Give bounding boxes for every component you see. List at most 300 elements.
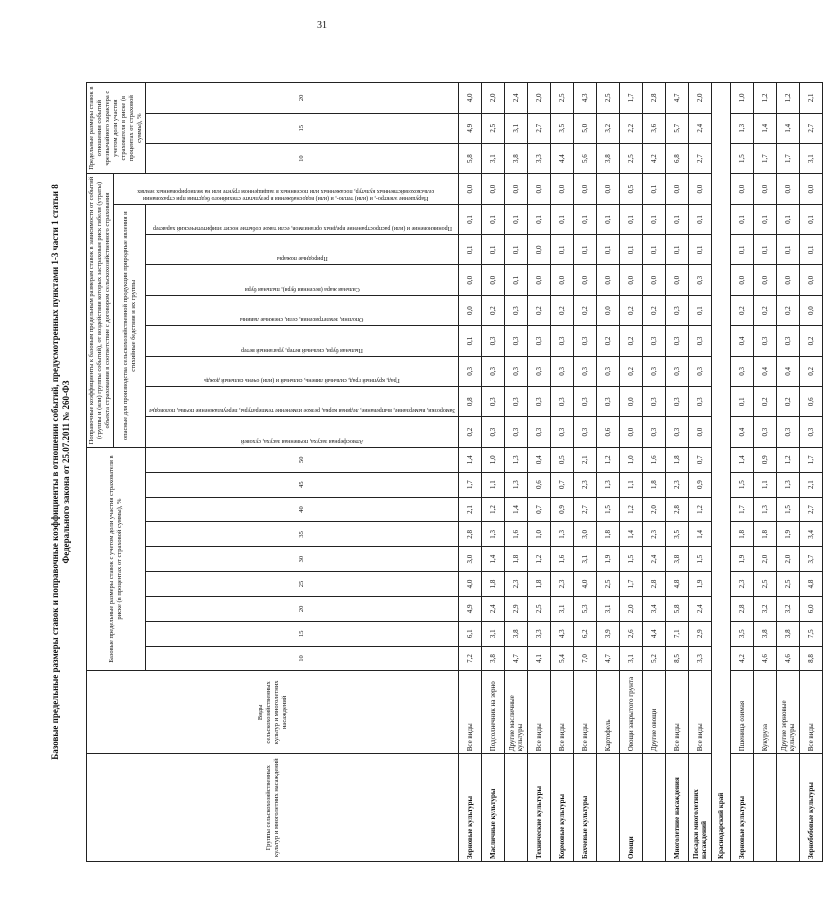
base-rate-cell: 8,5 — [666, 646, 689, 671]
limit-rate-cell: 1,2 — [754, 83, 777, 114]
crop-group-cell: Технические культуры — [528, 754, 551, 862]
limit-rate-cell: 1,2 — [777, 83, 800, 114]
base-rate-cell: 3,9 — [597, 621, 620, 646]
coefficient-cell: 0,3 — [643, 356, 666, 386]
base-rate-cell: 2,9 — [505, 596, 528, 621]
base-rate-cell: 1,7 — [731, 497, 754, 522]
limit-rate-cell: 3,8 — [505, 143, 528, 173]
base-rate-cell: 2,7 — [574, 497, 597, 522]
coefficient-cell: 0,2 — [597, 326, 620, 356]
crop-type-cell: Другие зерновые культуры — [777, 671, 800, 754]
coefficient-cell: 0,3 — [777, 326, 800, 356]
coefficient-cell: 0,3 — [551, 387, 574, 417]
table-row — [528, 83, 551, 862]
base-rate-cell: 2,3 — [666, 472, 689, 497]
limit-pct-header: 10 — [146, 143, 459, 173]
base-rate-cell: 4,9 — [459, 596, 482, 621]
coefficient-cell: 0,3 — [597, 387, 620, 417]
base-rate-cell: 1,5 — [689, 547, 712, 572]
coefficient-cell: 0,3 — [643, 326, 666, 356]
base-rate-cell: 3,7 — [800, 547, 823, 572]
coefficient-cell: 0,2 — [620, 295, 643, 325]
coefficient-cell: 0,3 — [689, 387, 712, 417]
limit-rate-cell: 4,2 — [643, 143, 666, 173]
base-rate-cell: 1,1 — [754, 472, 777, 497]
coefficient-cell: 0,0 — [689, 417, 712, 447]
coefficient-cell: 0,0 — [800, 265, 823, 295]
limit-rate-cell: 1,3 — [731, 113, 754, 143]
coefficient-cell: 0,2 — [800, 356, 823, 386]
base-rate-cell: 2,5 — [754, 572, 777, 597]
limit-rate-cell: 3,3 — [528, 143, 551, 173]
limit-rate-cell: 2,7 — [528, 113, 551, 143]
base-rate-cell: 2,0 — [643, 497, 666, 522]
crop-type-cell: Все виды — [459, 671, 482, 754]
table-row — [597, 83, 620, 862]
base-rate-cell: 1,8 — [505, 547, 528, 572]
crop-type-header: Виды сельскохозяйственных культур и многолетних насаждений — [87, 671, 459, 754]
coef-col-header: Сильная жара (весенняя буря), пыльная буря — [146, 265, 459, 295]
limit-rate-cell: 3,1 — [505, 113, 528, 143]
coef-col-header: Заморозки, вымерзание, выпревание, ледяная корка, резкое изменение температуры, переувлажнение почвы, половодье — [146, 387, 459, 417]
base-rate-cell: 0,7 — [689, 447, 712, 472]
coefficient-cell: 0,1 — [689, 235, 712, 265]
coefficient-cell: 0,0 — [597, 174, 620, 204]
base-rate-cell: 3,1 — [574, 547, 597, 572]
base-rate-cell: 2,1 — [574, 447, 597, 472]
base-rate-cell: 0,9 — [754, 447, 777, 472]
base-rate-cell: 2,3 — [505, 572, 528, 597]
coefficient-cell: 0,1 — [800, 204, 823, 234]
limit-rate-cell: 5,6 — [574, 143, 597, 173]
coefficient-cell: 0,6 — [800, 387, 823, 417]
coefficient-cell: 0,0 — [777, 174, 800, 204]
coefficient-cell: 0,3 — [574, 356, 597, 386]
base-rate-cell: 1,5 — [597, 497, 620, 522]
rotated-table-sheet — [48, 82, 816, 862]
region-name: Краснодарский край — [712, 83, 731, 862]
coefficient-cell: 0,1 — [505, 235, 528, 265]
coefficient-cell: 0,2 — [777, 295, 800, 325]
base-rate-cell: 1,9 — [731, 547, 754, 572]
base-rate-cell: 0,6 — [528, 472, 551, 497]
coefficient-cell: 0,2 — [800, 326, 823, 356]
coefficient-cell: 0,1 — [597, 235, 620, 265]
base-rate-cell: 1,2 — [689, 497, 712, 522]
coef-col-header: Оползни, землетрясения, сели, снежные лавины — [146, 295, 459, 325]
coefficient-cell: 0,1 — [666, 204, 689, 234]
coefficient-cell: 0,2 — [482, 295, 505, 325]
limit-rate-cell: 3,1 — [482, 143, 505, 173]
base-rate-cell: 0,9 — [689, 472, 712, 497]
coefficient-cell: 0,3 — [482, 356, 505, 386]
base-pct-header: 15 — [146, 621, 459, 646]
coefficient-cell: 0,1 — [620, 204, 643, 234]
coefficient-cell: 0,3 — [482, 326, 505, 356]
crop-type-cell: Все виды — [800, 671, 823, 754]
limit-rate-cell: 3,8 — [597, 143, 620, 173]
table-row — [689, 83, 712, 862]
base-rate-cell: 2,4 — [482, 596, 505, 621]
base-rate-cell: 7,5 — [800, 621, 823, 646]
base-rate-cell: 0,7 — [528, 497, 551, 522]
base-rate-cell: 1,3 — [597, 472, 620, 497]
base-rate-cell: 1,1 — [620, 472, 643, 497]
base-rate-cell: 8,8 — [800, 646, 823, 671]
base-rate-cell: 1,4 — [505, 497, 528, 522]
base-pct-header: 45 — [146, 472, 459, 497]
limit-rate-cell: 6,8 — [666, 143, 689, 173]
base-rate-cell: 1,2 — [482, 497, 505, 522]
coefficient-cell: 0,0 — [777, 265, 800, 295]
coefficient-cell: 0,3 — [574, 326, 597, 356]
base-rates-header: Базовые предельные размеры ставок с учетом доли участия страхователя в риске (в процентах от страховой суммы), % — [87, 447, 146, 671]
coefficient-cell: 0,1 — [482, 204, 505, 234]
coefficient-cell: 0,1 — [643, 235, 666, 265]
base-rate-cell: 3,3 — [689, 646, 712, 671]
coefficient-cell: 0,0 — [754, 174, 777, 204]
base-rate-cell: 1,8 — [597, 522, 620, 547]
base-rate-cell: 1,5 — [620, 547, 643, 572]
base-rate-cell: 2,3 — [551, 572, 574, 597]
base-rate-cell: 4,0 — [459, 572, 482, 597]
coefficient-cell: 0,3 — [754, 326, 777, 356]
base-rate-cell: 0,7 — [551, 472, 574, 497]
table-title — [48, 82, 86, 862]
coefficient-cell: 0,1 — [731, 387, 754, 417]
coefficient-cell: 0,0 — [643, 265, 666, 295]
coefficient-cell: 0,0 — [528, 174, 551, 204]
limit-rate-cell: 2,2 — [620, 113, 643, 143]
coefficient-cell: 0,1 — [643, 174, 666, 204]
base-rate-cell: 3,1 — [551, 596, 574, 621]
crop-type-cell: Все виды — [528, 671, 551, 754]
coefficient-cell: 0,1 — [505, 204, 528, 234]
crop-type-cell: Другие масличные культуры — [505, 671, 528, 754]
coefficient-cell: 0,3 — [551, 417, 574, 447]
base-rate-cell: 3,2 — [754, 596, 777, 621]
coefficient-cell: 0,0 — [620, 265, 643, 295]
base-rate-cell: 3,1 — [482, 621, 505, 646]
crop-group-cell — [597, 754, 620, 862]
crop-type-cell: Другие овощи — [643, 671, 666, 754]
coefficient-cell: 0,6 — [597, 417, 620, 447]
coefficient-cell: 0,4 — [754, 356, 777, 386]
table-row — [505, 83, 528, 862]
coef-col-header: Пыльная буря, сильный ветер, ураганный ветер — [146, 326, 459, 356]
base-rate-cell: 2,8 — [666, 497, 689, 522]
coefficient-cell: 0,3 — [551, 356, 574, 386]
coefficient-cell: 0,1 — [689, 295, 712, 325]
coefficient-cell: 0,5 — [620, 174, 643, 204]
limit-rate-cell: 4,4 — [551, 143, 574, 173]
coefficient-cell: 0,3 — [574, 387, 597, 417]
table-row — [459, 83, 482, 862]
coefficient-cell: 0,0 — [689, 174, 712, 204]
limit-rate-cell: 5,0 — [574, 113, 597, 143]
base-rate-cell: 5,3 — [574, 596, 597, 621]
coefficient-cell: 0,1 — [528, 204, 551, 234]
limit-rate-cell: 3,1 — [800, 143, 823, 173]
coefficient-cell: 0,0 — [482, 174, 505, 204]
base-rate-cell: 1,6 — [551, 547, 574, 572]
coefficient-cell: 0,1 — [689, 204, 712, 234]
crop-group-cell — [754, 754, 777, 862]
crop-group-cell: Бахчевые культуры — [574, 754, 597, 862]
limit-pct-header: 15 — [146, 113, 459, 143]
base-rate-cell: 1,0 — [482, 447, 505, 472]
limit-rate-cell: 1,4 — [754, 113, 777, 143]
coefficient-cell: 0,0 — [551, 265, 574, 295]
crop-group-cell: Зерновые культуры — [459, 754, 482, 862]
base-rate-cell: 6,2 — [574, 621, 597, 646]
coefficient-cell: 0,1 — [597, 204, 620, 234]
table-row — [643, 83, 666, 862]
base-rate-cell: 1,9 — [689, 572, 712, 597]
base-rate-cell: 2,0 — [620, 596, 643, 621]
base-rate-cell: 3,8 — [505, 621, 528, 646]
base-rate-cell: 4,6 — [777, 646, 800, 671]
base-rate-cell: 4,7 — [597, 646, 620, 671]
coefficient-cell: 0,3 — [597, 356, 620, 386]
coefficient-cell: 0,2 — [731, 295, 754, 325]
coefficient-cell: 0,0 — [666, 174, 689, 204]
limit-rate-cell: 2,5 — [551, 83, 574, 114]
base-rate-cell: 5,2 — [643, 646, 666, 671]
limit-rate-cell: 2,4 — [505, 83, 528, 114]
limit-rate-cell: 2,0 — [482, 83, 505, 114]
page-number: 31 — [317, 20, 327, 31]
table-row — [666, 83, 689, 862]
base-rate-cell: 3,2 — [777, 596, 800, 621]
coefficient-cell: 0,0 — [597, 295, 620, 325]
coefficient-cell: 0,1 — [800, 235, 823, 265]
base-rate-cell: 5,8 — [666, 596, 689, 621]
limit-rate-cell: 4,0 — [459, 83, 482, 114]
coefficient-cell: 0,0 — [800, 295, 823, 325]
crop-type-cell: Кукуруза — [754, 671, 777, 754]
limit-rate-cell: 1,7 — [754, 143, 777, 173]
base-rate-cell: 0,5 — [551, 447, 574, 472]
base-rate-cell: 1,4 — [459, 447, 482, 472]
base-rate-cell: 4,4 — [643, 621, 666, 646]
limit-rate-cell: 2,5 — [482, 113, 505, 143]
coefficient-cell: 0,3 — [666, 356, 689, 386]
coefficient-cell: 0,3 — [505, 326, 528, 356]
base-rate-cell: 1,3 — [777, 472, 800, 497]
base-rate-cell: 1,9 — [597, 547, 620, 572]
limit-rate-cell: 2,0 — [689, 83, 712, 114]
coefficient-cell: 0,1 — [459, 204, 482, 234]
base-rate-cell: 1,6 — [505, 522, 528, 547]
coefficient-cell: 0,0 — [620, 387, 643, 417]
coefficient-cell: 0,3 — [459, 356, 482, 386]
coefficient-cell: 0,3 — [528, 326, 551, 356]
base-rate-cell: 3,5 — [666, 522, 689, 547]
base-rate-cell: 1,8 — [528, 572, 551, 597]
coefficient-cell: 0,3 — [528, 417, 551, 447]
coefficient-cell: 0,1 — [777, 204, 800, 234]
crop-group-cell: Многолетние насаждения — [666, 754, 689, 862]
base-rate-cell: 1,8 — [754, 522, 777, 547]
coefficient-cell: 0,3 — [528, 387, 551, 417]
coefficient-cell: 0,0 — [459, 295, 482, 325]
crop-type-cell: Все виды — [689, 671, 712, 754]
base-rate-cell: 5,4 — [551, 646, 574, 671]
coef-col-header: Нарушение электро-, и (или) тепло-, и (или) водоснабжения в результате стихийного бедствия при страховании сельскохозяйственных культур, посаженных или посеянных в защищенном грунте или на мелиорированных землях — [114, 174, 459, 204]
coefficient-cell: 0,4 — [731, 326, 754, 356]
base-rate-cell: 3,8 — [482, 646, 505, 671]
limit-rate-cell: 2,5 — [597, 83, 620, 114]
base-rate-cell: 1,7 — [459, 472, 482, 497]
crop-type-cell: Овощи закрытого грунта — [620, 671, 643, 754]
coefficient-cell: 0,2 — [574, 295, 597, 325]
coefficient-cell: 0,2 — [551, 295, 574, 325]
coefficient-cell: 0,1 — [731, 235, 754, 265]
crop-type-cell: Все виды — [551, 671, 574, 754]
limit-rate-cell: 2,8 — [643, 83, 666, 114]
coefficient-cell: 0,2 — [754, 295, 777, 325]
base-pct-header: 40 — [146, 497, 459, 522]
coefficient-cell: 0,3 — [689, 356, 712, 386]
base-rate-cell: 2,5 — [777, 572, 800, 597]
coefficient-cell: 0,3 — [505, 295, 528, 325]
base-rate-cell: 4,8 — [666, 572, 689, 597]
limit-rate-cell: 4,7 — [666, 83, 689, 114]
base-rate-cell: 1,8 — [643, 472, 666, 497]
coefficient-cell: 0,3 — [800, 417, 823, 447]
coefficient-cell: 0,1 — [574, 204, 597, 234]
coefficient-cell: 0,3 — [666, 387, 689, 417]
coefficient-cell: 0,0 — [482, 265, 505, 295]
coefficient-cell: 0,3 — [528, 356, 551, 386]
limit-rate-cell: 3,5 — [551, 113, 574, 143]
base-rate-cell: 2,9 — [689, 621, 712, 646]
coefficient-cell: 0,1 — [754, 204, 777, 234]
table-row — [754, 83, 777, 862]
coefficient-cell: 0,1 — [777, 235, 800, 265]
base-rate-cell: 4,0 — [574, 572, 597, 597]
limit-rate-cell: 2,1 — [800, 83, 823, 114]
base-rate-cell: 1,3 — [482, 522, 505, 547]
base-rate-cell: 3,8 — [666, 547, 689, 572]
coefficient-cell: 0,0 — [731, 174, 754, 204]
limit-rate-cell: 5,7 — [666, 113, 689, 143]
base-rate-cell: 3,1 — [597, 596, 620, 621]
coef-col-header: Проникновение и (или) распространение вредных организмов, если такое событие носит эпифитотический характер — [146, 204, 459, 234]
base-rate-cell: 2,0 — [754, 547, 777, 572]
crop-group-cell: Зернобобовые культуры — [800, 754, 823, 862]
limit-rate-cell: 5,8 — [459, 143, 482, 173]
base-rate-cell: 3,4 — [800, 522, 823, 547]
limit-rate-cell: 3,2 — [597, 113, 620, 143]
base-rate-cell: 1,2 — [528, 547, 551, 572]
base-rate-cell: 1,7 — [620, 572, 643, 597]
base-rate-cell: 1,8 — [482, 572, 505, 597]
coefficient-cell: 0,0 — [800, 174, 823, 204]
coefficient-cell: 0,0 — [574, 174, 597, 204]
base-rate-cell: 1,8 — [731, 522, 754, 547]
limit-rate-cell: 1,7 — [777, 143, 800, 173]
base-pct-header: 10 — [146, 646, 459, 671]
crop-group-cell — [777, 754, 800, 862]
crop-type-cell: Подсолнечник на зерно — [482, 671, 505, 754]
base-rate-cell: 1,3 — [505, 447, 528, 472]
limit-rate-cell: 4,3 — [574, 83, 597, 114]
coefficient-cell: 0,3 — [666, 326, 689, 356]
crop-group-cell: Посадки многолетних насаждений — [689, 754, 712, 862]
crop-type-cell: Все виды — [574, 671, 597, 754]
base-rate-cell: 1,4 — [482, 547, 505, 572]
base-rate-cell: 1,2 — [597, 447, 620, 472]
coefficient-cell: 0,1 — [459, 235, 482, 265]
coefficient-cell: 0,0 — [597, 265, 620, 295]
limit-rate-cell: 2,0 — [528, 83, 551, 114]
coefficient-cell: 0,3 — [731, 356, 754, 386]
base-rate-cell: 1,3 — [551, 522, 574, 547]
base-rate-cell: 2,8 — [731, 596, 754, 621]
base-pct-header: 20 — [146, 596, 459, 621]
coefficient-cell: 0,1 — [754, 235, 777, 265]
base-rate-cell: 3,1 — [620, 646, 643, 671]
base-pct-header: 50 — [146, 447, 459, 472]
coefficient-cell: 0,2 — [459, 417, 482, 447]
base-rate-cell: 2,1 — [459, 497, 482, 522]
base-rate-cell: 3,8 — [754, 621, 777, 646]
base-rate-cell: 1,8 — [666, 447, 689, 472]
base-rate-cell: 2,5 — [597, 572, 620, 597]
base-rate-cell: 2,1 — [800, 472, 823, 497]
coefficient-cell: 0,3 — [666, 417, 689, 447]
base-rate-cell: 4,8 — [800, 572, 823, 597]
coefficient-cell: 0,1 — [666, 235, 689, 265]
coefficient-cell: 0,0 — [505, 174, 528, 204]
base-rate-cell: 3,8 — [777, 621, 800, 646]
base-rate-cell: 6,1 — [459, 621, 482, 646]
base-rate-cell: 1,4 — [620, 522, 643, 547]
coefficient-cell: 0,3 — [643, 417, 666, 447]
coef-col-header: Атмосферная засуха, почвенная засуха, суховей — [146, 417, 459, 447]
coef-col-header: Природные пожары — [146, 235, 459, 265]
coefficient-cell: 0,1 — [505, 265, 528, 295]
coefficient-cell: 0,0 — [459, 265, 482, 295]
base-rate-cell: 0,4 — [528, 447, 551, 472]
coefficient-cell: 0,1 — [551, 235, 574, 265]
coefficients-header: Поправочные коэффициенты к базовым предельным размерам ставок в зависимости от событий (группы и (или) группы событий), от воздействия которых застрахован риск гибели (утраты) объекта страхования в соответствие с договором сельскохозяйственного страхования — [87, 174, 114, 447]
base-rate-cell: 4,1 — [528, 646, 551, 671]
base-rate-cell: 1,2 — [777, 447, 800, 472]
base-pct-header: 25 — [146, 572, 459, 597]
coefficient-cell: 0,2 — [777, 387, 800, 417]
coefficient-cell: 0,1 — [574, 235, 597, 265]
base-rate-cell: 1,4 — [731, 447, 754, 472]
limit-rate-cell: 2,7 — [800, 113, 823, 143]
crop-group-header: Группы сельскохозяйственных культур и многолетних насаждений — [87, 754, 459, 862]
limit-rate-cell: 1,4 — [777, 113, 800, 143]
base-rate-cell: 3,0 — [459, 547, 482, 572]
coefficients-subheader: опасные для производства сельскохозяйственной продукции природные явления и стихийные бедствия и их группы — [114, 204, 146, 447]
base-rate-cell: 7,2 — [459, 646, 482, 671]
coefficient-cell: 0,3 — [505, 417, 528, 447]
coefficient-cell: 0,0 — [528, 265, 551, 295]
coefficient-cell: 0,4 — [731, 417, 754, 447]
region-row — [712, 83, 731, 862]
base-rate-cell: 7,0 — [574, 646, 597, 671]
base-rate-cell: 3,5 — [731, 621, 754, 646]
coefficient-cell: 0,3 — [482, 417, 505, 447]
base-rate-cell: 3,3 — [528, 621, 551, 646]
table-row — [551, 83, 574, 862]
